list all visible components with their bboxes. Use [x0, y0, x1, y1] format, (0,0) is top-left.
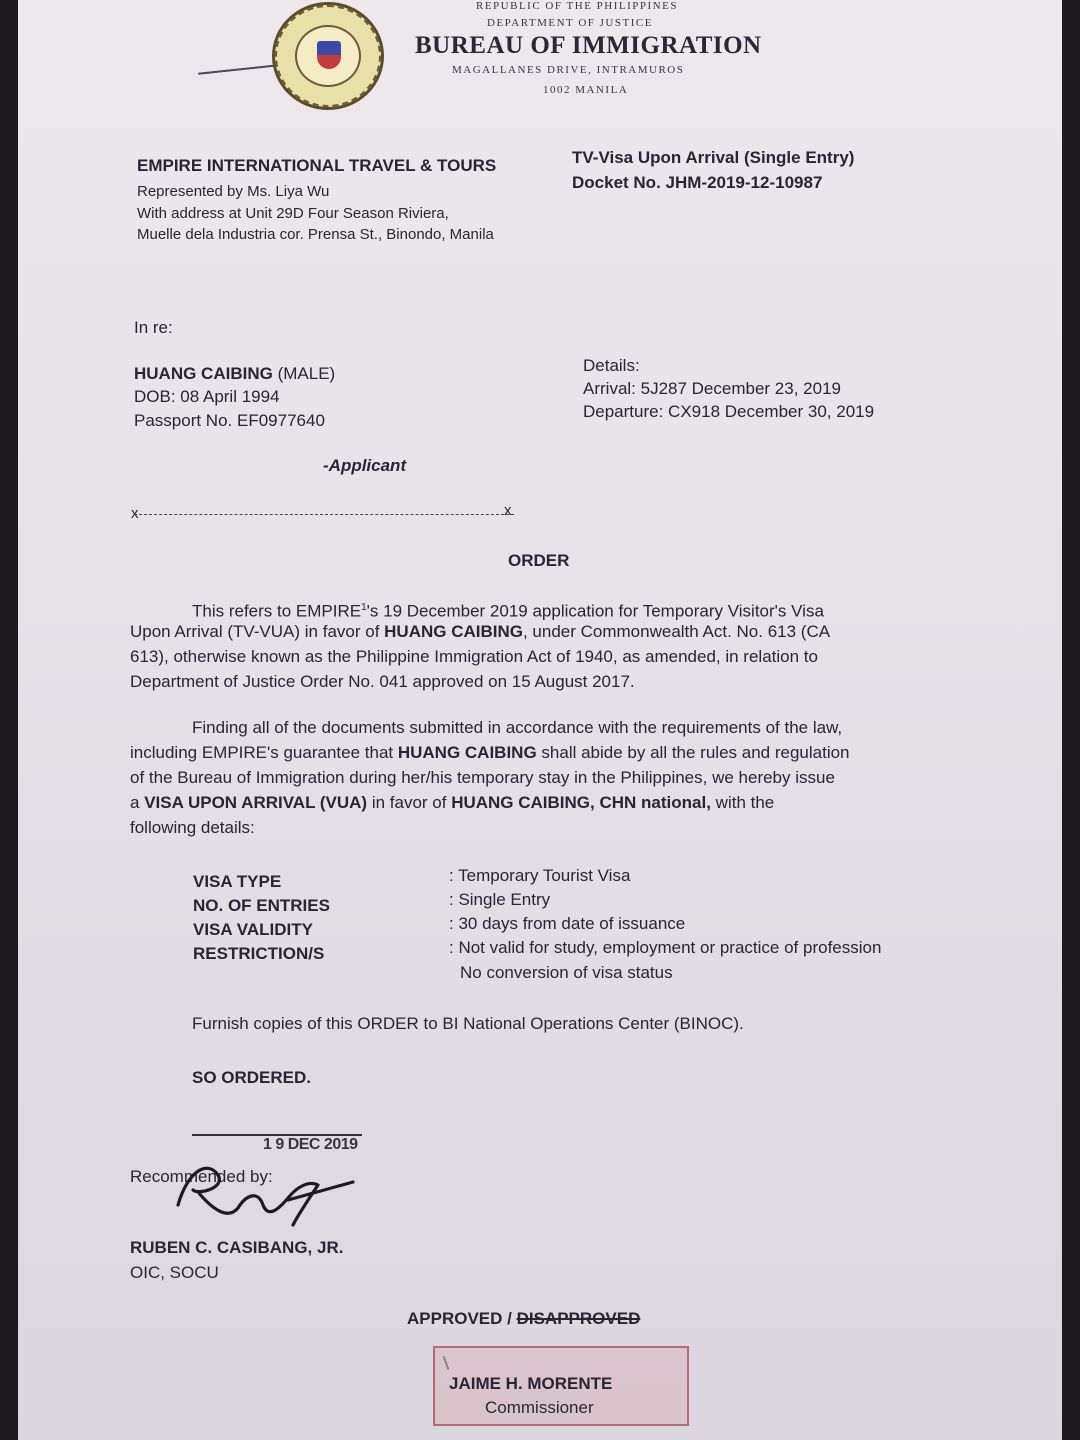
case-type: TV-Visa Upon Arrival (Single Entry) — [572, 148, 855, 167]
para2-vua: VISA UPON ARRIVAL (VUA) — [144, 793, 368, 812]
bureau-seal-icon — [272, 2, 384, 110]
docket-number: Docket No. JHM-2019-12-10987 — [572, 173, 823, 192]
separator-rule — [134, 514, 514, 515]
party-address-1: With address at Unit 29D Four Season Riviera, — [137, 205, 449, 222]
para2-line1: Finding all of the documents submitted in accordance with the requirements of the law, — [192, 718, 843, 737]
recommended-by: Recommended by: — [130, 1167, 273, 1186]
restrictions-label: RESTRICTION/S — [193, 944, 325, 963]
para2-line3: of the Bureau of Immigration during her/his temporary stay in the Philippines, we hereby issue — [130, 768, 835, 787]
header-republic: REPUBLIC OF THE PHILIPPINES — [476, 0, 678, 12]
restrictions-value: : Not valid for study, employment or practice of profession — [449, 938, 882, 957]
para1-footnote: 1 — [361, 602, 367, 613]
para1-line2 — [130, 620, 830, 645]
para2-text-a: including EMPIRE's guarantee that — [130, 743, 398, 762]
header-address: MAGALLANES DRIVE, INTRAMUROS — [452, 64, 685, 76]
approved-label: APPROVED / — [407, 1309, 512, 1328]
entries-label: NO. OF ENTRIES — [193, 896, 330, 915]
applicant-sex: (MALE) — [277, 364, 336, 383]
para2-text-e: with the — [710, 793, 775, 812]
order-title: ORDER — [508, 551, 570, 570]
furnish-copies: Furnish copies of this ORDER to BI National Operations Center (BINOC). — [192, 1014, 744, 1033]
para2-line4 — [130, 791, 774, 816]
para2-text-d: in favor of — [367, 793, 452, 812]
separator-right: x — [504, 502, 512, 519]
commissioner-title: Commissioner — [485, 1398, 594, 1417]
para1-text-b: 's 19 December 2019 application for Temporary Visitor's Visa — [366, 601, 824, 621]
para1-text-d: , under Commonwealth Act. No. 613 (CA — [522, 622, 831, 641]
visa-type-label: VISA TYPE — [193, 872, 282, 891]
applicant-passport: Passport No. EF0977640 — [134, 411, 325, 430]
so-ordered: SO ORDERED. — [192, 1068, 312, 1087]
validity-value: : 30 days from date of issuance — [449, 914, 686, 933]
para2-national: HUANG CAIBING, CHN national, — [451, 793, 711, 812]
entries-value: : Single Entry — [449, 890, 551, 909]
para1-text-c: Upon Arrival (TV-VUA) in favor of — [130, 622, 385, 641]
recommender-name: RUBEN C. CASIBANG, JR. — [130, 1238, 344, 1257]
details-departure: Departure: CX918 December 30, 2019 — [583, 402, 875, 421]
commissioner-stamp — [433, 1346, 689, 1426]
date-stamp: 1 9 DEC 2019 — [263, 1136, 358, 1153]
para1-text-a: This refers to EMPIRE — [192, 601, 362, 621]
signature-icon — [168, 1150, 368, 1230]
document-page — [18, 0, 1062, 1440]
para2-line2 — [130, 741, 850, 766]
header-department: DEPARTMENT OF JUSTICE — [487, 17, 653, 29]
applicant-role: -Applicant — [323, 456, 407, 475]
details-title: Details: — [583, 356, 640, 375]
para2-text-b: shall abide by all the rules and regulation — [536, 743, 850, 762]
header-title: BUREAU OF IMMIGRATION — [415, 32, 762, 59]
applicant-dob: DOB: 08 April 1994 — [134, 387, 280, 406]
commissioner-name: JAIME H. MORENTE — [449, 1374, 613, 1393]
para1-line3: 613), otherwise known as the Philippine Immigration Act of 1940, as amended, in relation to — [130, 647, 818, 666]
visa-type-value: : Temporary Tourist Visa — [449, 866, 631, 885]
header-city: 1002 MANILA — [543, 84, 629, 96]
para1-line4: Department of Justice Order No. 041 approved on 15 August 2017. — [130, 672, 635, 691]
approval-line — [407, 1309, 640, 1329]
para2-line5: following details: — [130, 818, 255, 837]
para2-text-c: a — [130, 793, 145, 812]
para1-applicant: HUANG CAIBING — [384, 622, 523, 641]
in-re-label: In re: — [134, 318, 173, 337]
details-arrival: Arrival: 5J287 December 23, 2019 — [583, 379, 841, 398]
para2-applicant: HUANG CAIBING — [397, 743, 537, 762]
applicant-name: HUANG CAIBING — [134, 364, 273, 383]
separator-left: x — [131, 505, 139, 522]
restrictions-extra: No conversion of visa status — [460, 963, 673, 982]
recommender-title: OIC, SOCU — [130, 1263, 219, 1282]
party-representative: Represented by Ms. Liya Wu — [137, 183, 330, 200]
applicant-name-line — [134, 364, 335, 384]
disapproved-label: DISAPPROVED — [516, 1309, 641, 1328]
party-name: EMPIRE INTERNATIONAL TRAVEL & TOURS — [137, 156, 497, 175]
validity-label: VISA VALIDITY — [193, 920, 313, 939]
party-address-2: Muelle dela Industria cor. Prensa St., Binondo, Manila — [137, 226, 494, 243]
